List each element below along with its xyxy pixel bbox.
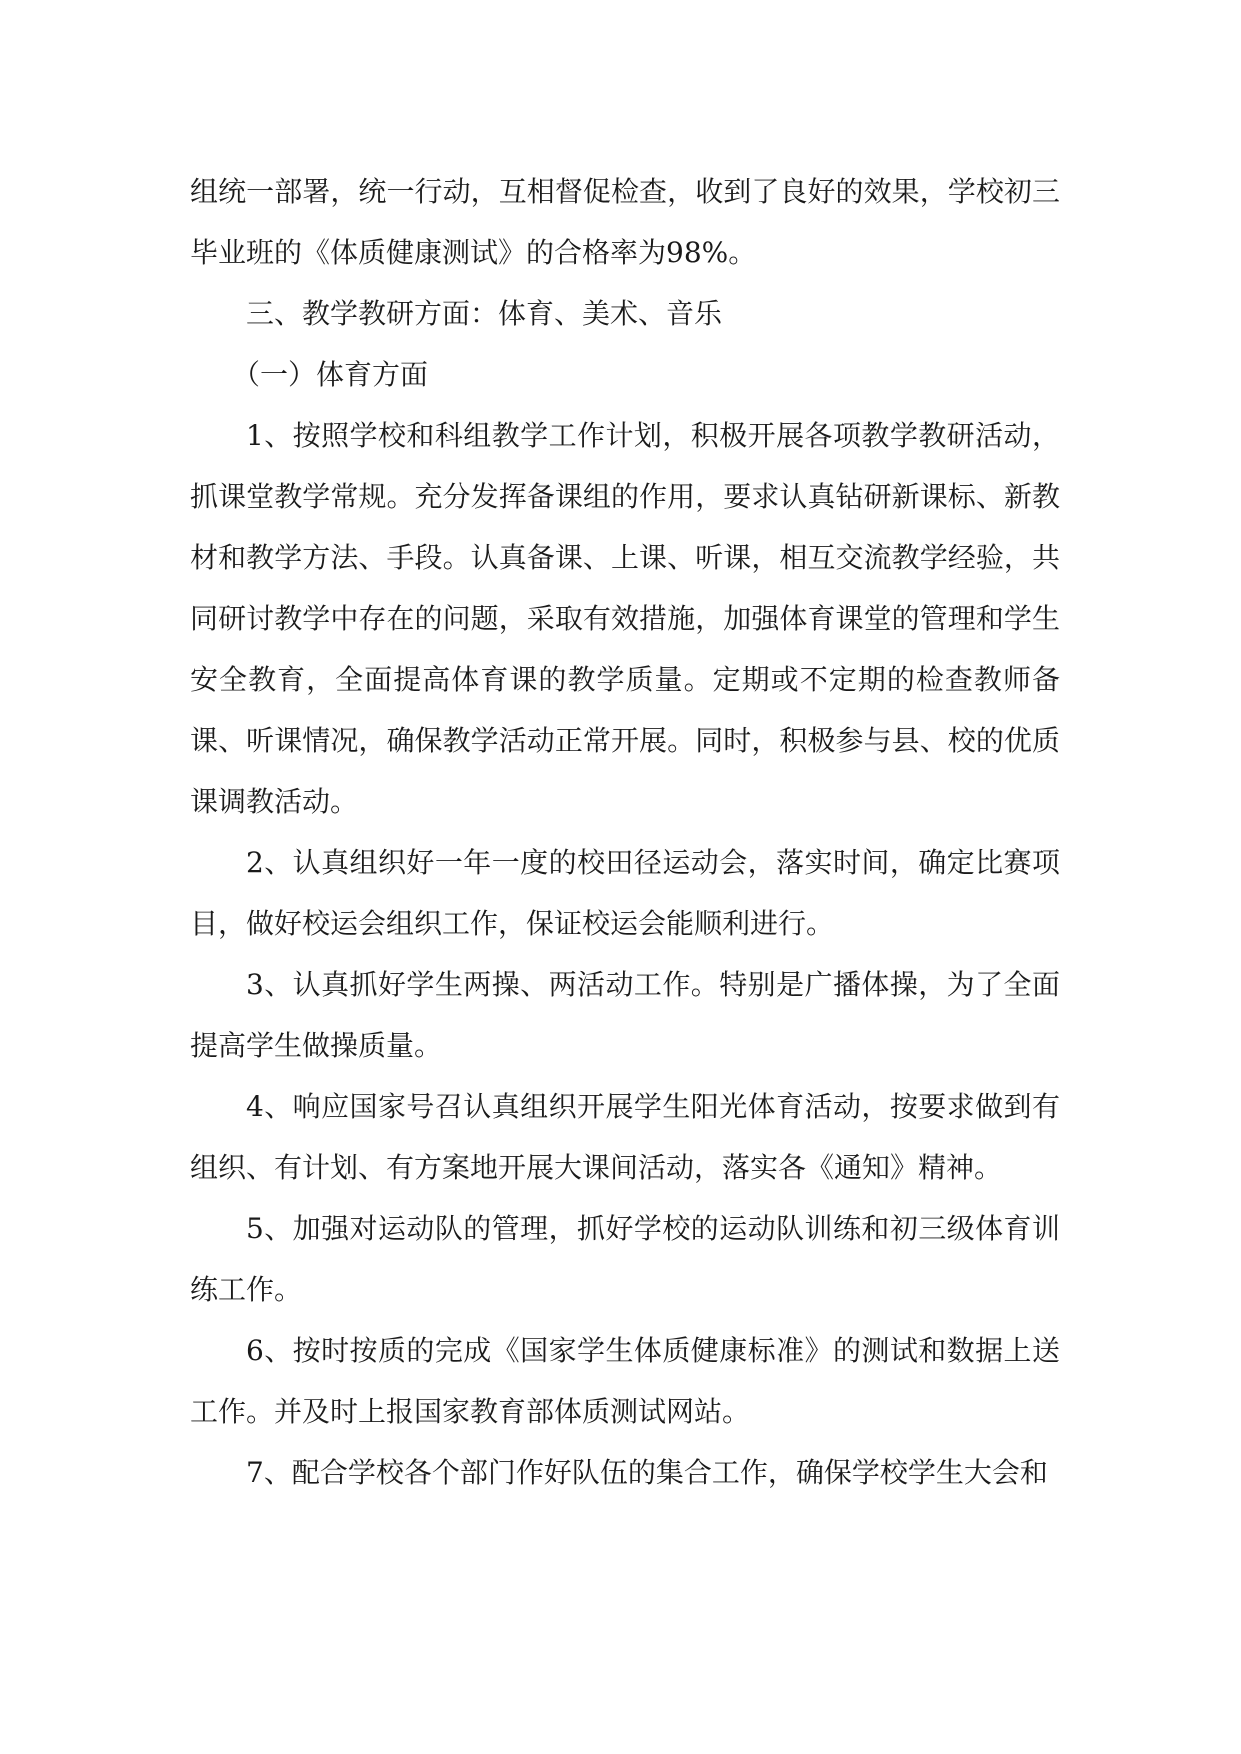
paragraph-continuation: 组统一部署，统一行动，互相督促检查，收到了良好的效果，学校初三毕业班的《体质健康测试》的合格率为98%。 bbox=[190, 175, 1060, 269]
list-item-6: 6、按时按质的完成《国家学生体质健康标准》的测试和数据上送工作。并及时上报国家教育部体质测试网站。 bbox=[190, 1334, 1060, 1428]
list-item-5: 5、加强对运动队的管理，抓好学校的运动队训练和初三级体育训练工作。 bbox=[190, 1212, 1060, 1306]
subsection-heading-pe: （一）体育方面 bbox=[232, 358, 429, 391]
list-item-2: 2、认真组织好一年一度的校田径运动会，落实时间，确定比赛项目，做好校运会组织工作，保证校运会能顺利进行。 bbox=[190, 846, 1060, 940]
list-item-7: 7、配合学校各个部门作好队伍的集合工作，确保学校学生大会和 bbox=[246, 1456, 1048, 1489]
list-item-4: 4、响应国家号召认真组织开展学生阳光体育活动，按要求做到有组织、有计划、有方案地开展大课间活动，落实各《通知》精神。 bbox=[190, 1090, 1060, 1184]
section-heading-teaching-research: 三、教学教研方面：体育、美术、音乐 bbox=[246, 297, 723, 330]
document-body bbox=[190, 161, 1060, 1503]
list-item-3: 3、认真抓好学生两操、两活动工作。特别是广播体操，为了全面提高学生做操质量。 bbox=[190, 968, 1060, 1062]
list-item-1: 1、按照学校和科组教学工作计划，积极开展各项教学教研活动，抓课堂教学常规。充分发挥备课组的作用，要求认真钻研新课标、新教材和教学方法、手段。认真备课、上课、听课，相互交流教学经验，共同研讨教学中存在的问题，采取有效措施，加强体育课堂的管理和学生安全教育，全面提高体育课的教学质量。定期或不定期的检查教师备课、听课情况，确保教学活动正常开展。同时，积极参与县、校的优质课调教活动。 bbox=[190, 419, 1060, 818]
